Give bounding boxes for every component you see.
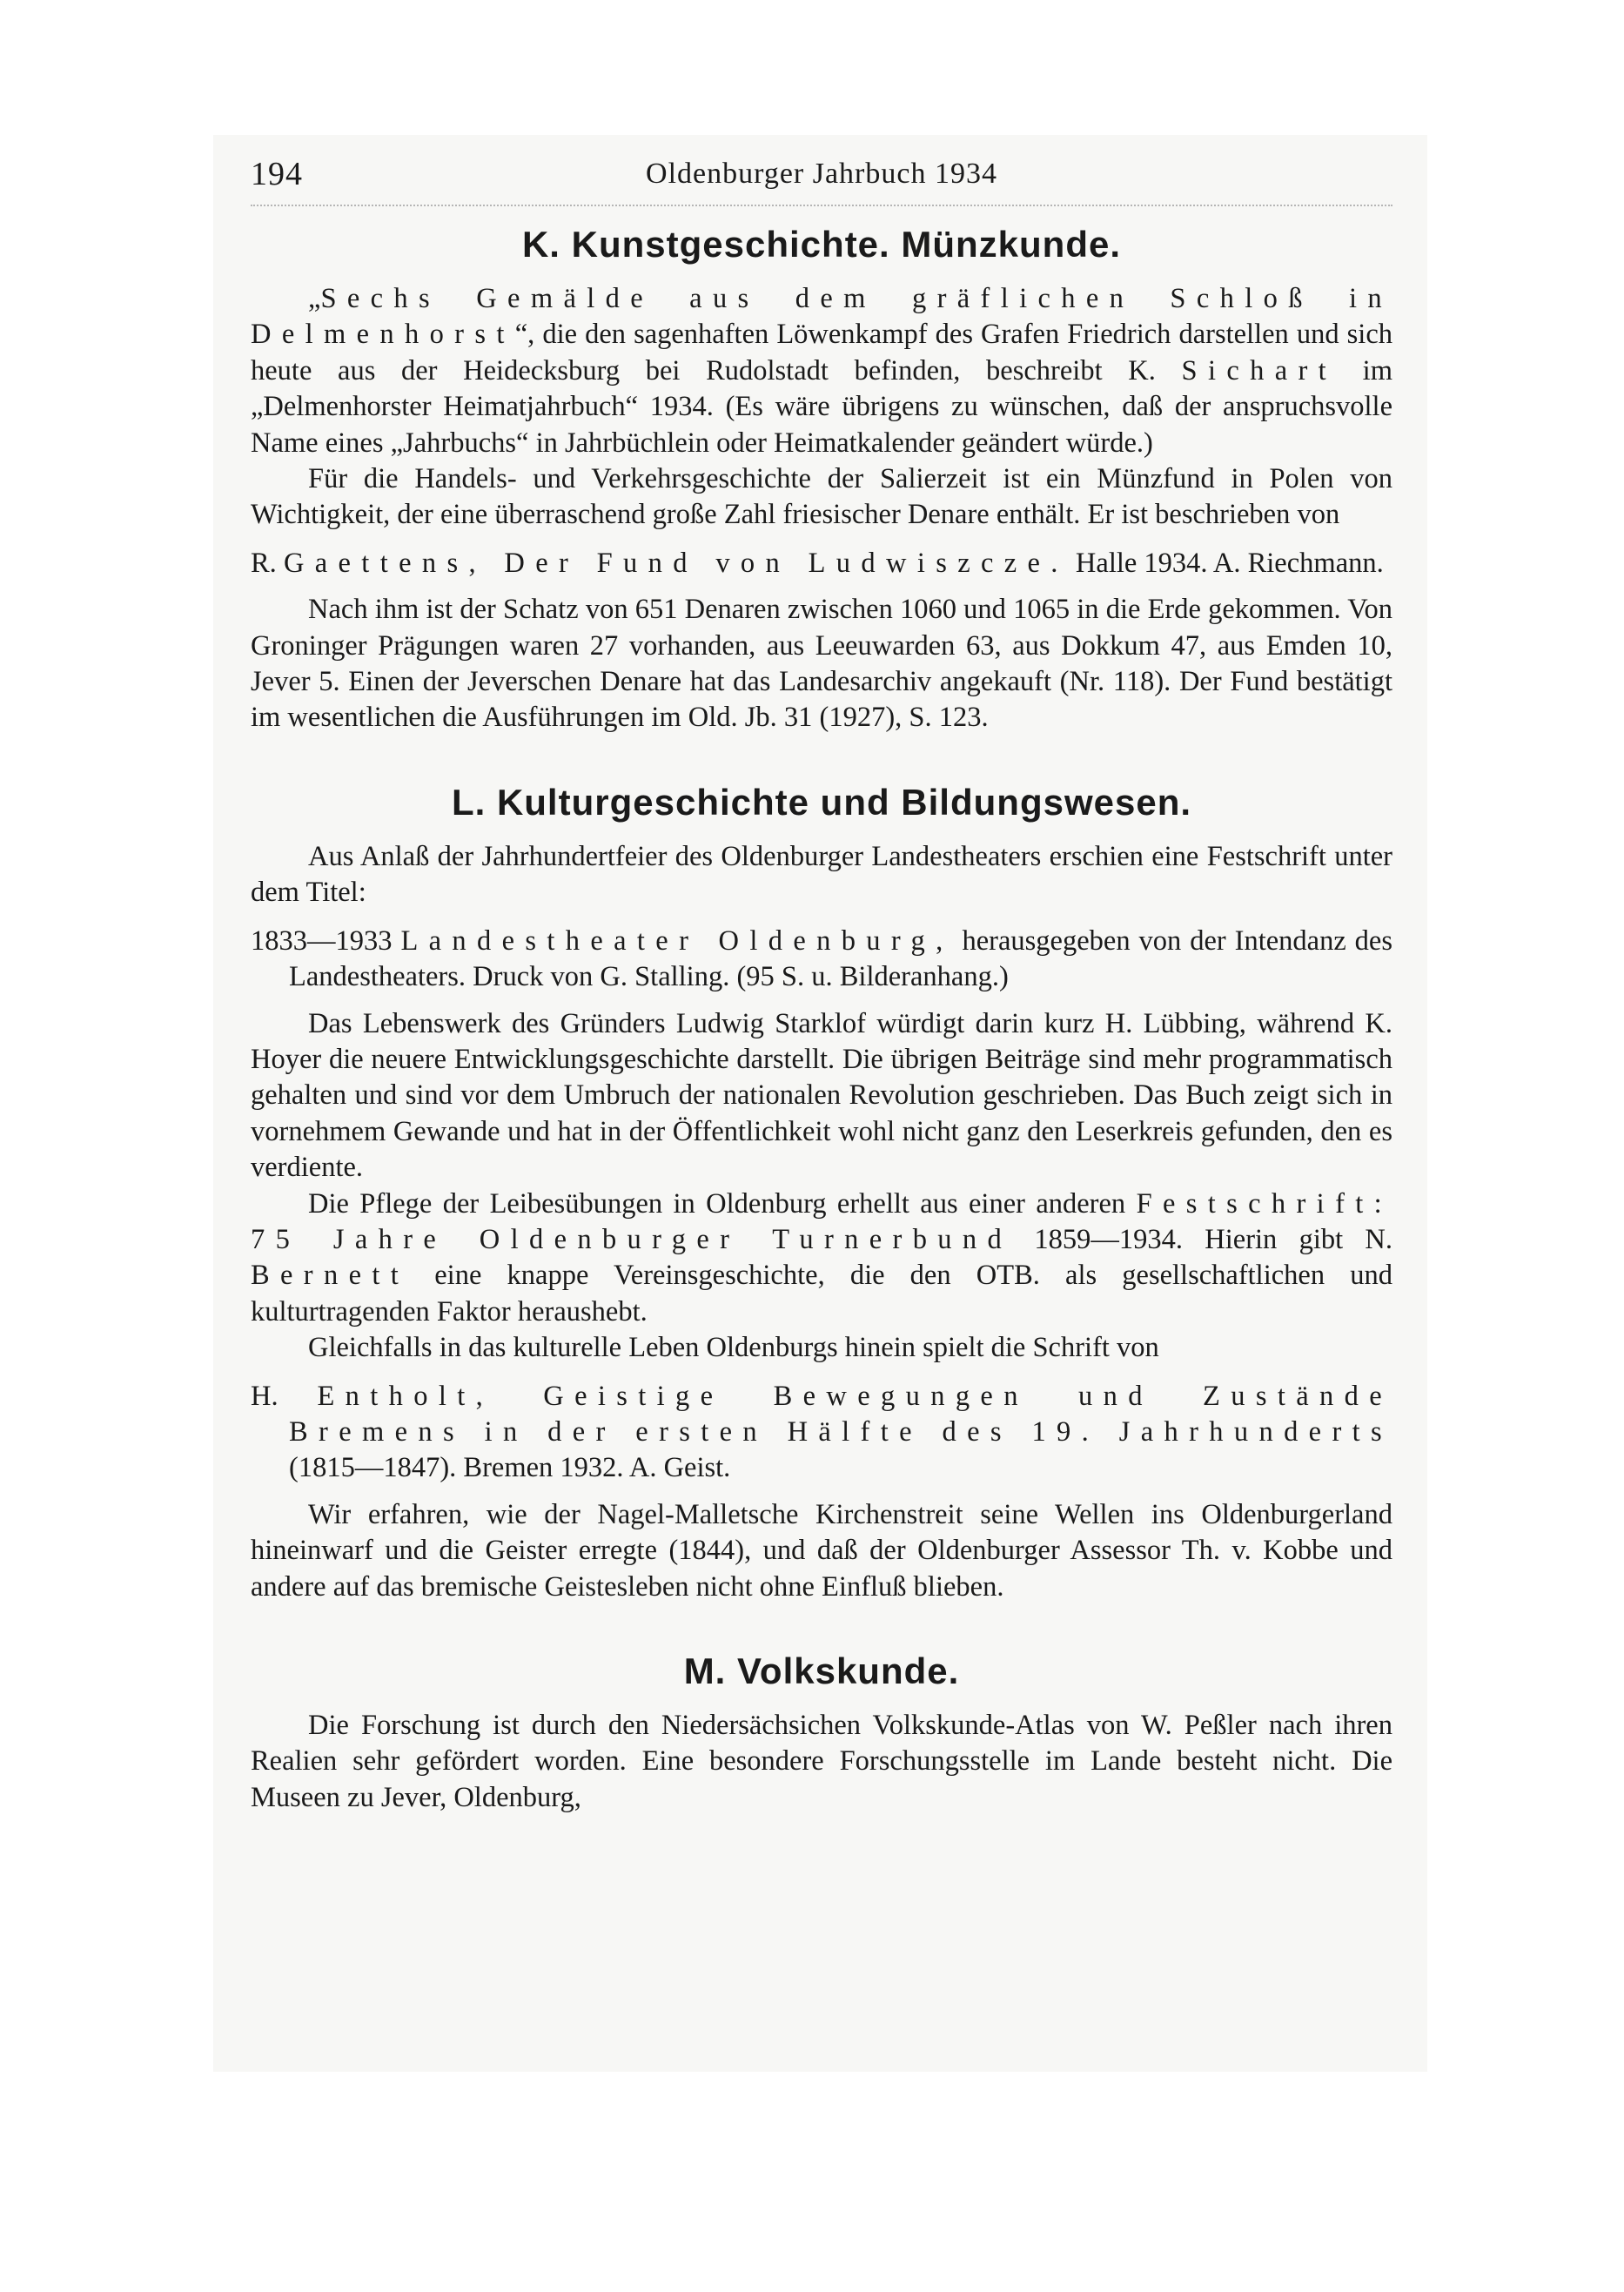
- text-run: 1833—1933: [251, 924, 401, 957]
- paragraph-m1: Die Forschung ist durch den Niedersächsichen Volkskunde-Atlas von W. Peßler nach ihren Realien sehr gefördert worden. Eine besondere Forschungsstelle im Lande besteht nicht. Die Museen zu Jever, Oldenburg,: [251, 1710, 1392, 1813]
- section-title-m: M. Volkskunde.: [683, 1650, 960, 1691]
- page-number: 194: [251, 156, 303, 192]
- running-head: [251, 152, 1392, 206]
- spacer: [251, 1605, 1392, 1640]
- section-title-l: L. Kulturgeschichte und Bildungswesen.: [451, 781, 1192, 823]
- paragraph-k3: Nach ihm ist der Schatz von 651 Denaren zwischen 1060 und 1065 in die Erde gekommen. Von Groninger Prägungen waren 27 vorhanden, aus Leeuwarden 63, aus Dokkum 47, aus Emden 10, Jever 5. Einen der Jeverschen Denare hat das Landesarchiv angekauft (Nr. 118). Der Fund bestätigt im wesentlichen die Ausführungen im Old. Jb. 31 (1927), S. 123.: [251, 594, 1392, 734]
- text-run: eine knappe Vereinsgeschichte, die den OTB. als gesellschaftlichen und kulturtragenden Faktor heraushebt.: [251, 1260, 1392, 1327]
- text-run: herausgegeben von der Intendanz des Landestheaters. Druck von G. Stalling. (95 S. u. Bilderanhang.): [289, 924, 1392, 993]
- festschrift-title: Festschrift: 75 Jahre Oldenburger Turnerbund: [251, 1187, 1392, 1255]
- text-run: im „Delmenhorster Heimatjahrbuch“ 1934. (Es wäre übrigens zu wünschen, daß der anspruchsvolle Name eines „Jahrbuchs“ in Jahrbüchlein oder Heimatkalender geändert würde.): [251, 354, 1392, 459]
- paragraph-l3: [251, 1186, 1392, 1331]
- paragraph-l1: Aus Anlaß der Jahrhundertfeier des Oldenburger Landestheaters erschien eine Festschrift unter dem Titel:: [251, 840, 1392, 909]
- text-column: [251, 152, 1392, 1816]
- spacer: [251, 736, 1392, 771]
- text-run: “, die den sagenhaften Löwenkampf des Grafen Friedrich darstellen und sich heute aus der Heidecksburg bei Rudolstadt befinden, beschreibt K.: [251, 319, 1392, 386]
- paragraph-l4: Gleichfalls in das kulturelle Leben Oldenburgs hinein spielt die Schrift von: [308, 1332, 1159, 1364]
- text-run: 1859—1934. Hierin gibt N.: [1012, 1223, 1392, 1255]
- text-run: R.: [251, 547, 284, 579]
- paragraph-l2: Das Lebenswerk des Gründers Ludwig Starklof würdigt darin kurz H. Lübbing, während K. Hoyer die neuere Entwicklungsgeschichte darstellt. Die übrigen Beiträge sind mehr programmatisch gehalten und sind vor dem Umbruch der nationalen Revolution geschrieben. Das Buch zeigt sich in vornehmem Gewande und hat in der Öffentlichkeit wohl nicht ganz den Leserkreis gefunden, den es verdiente.: [251, 1007, 1392, 1184]
- author-name: Sichart: [1181, 354, 1338, 386]
- author-name: Bernett: [251, 1260, 410, 1292]
- reference-title: Landestheater Oldenburg,: [400, 924, 954, 957]
- paragraph-l5: Wir erfahren, wie der Nagel-Malletsche Kirchenstreit seine Wellen ins Oldenburgerland hineinwarf und die Geister erregte (1844), und daß der Oldenburger Assessor Th. v. Kobbe und andere auf das bremische Geistesleben nicht ohne Einfluß blieben.: [251, 1498, 1392, 1603]
- text-run: H.: [251, 1380, 318, 1412]
- text-run: Die Pflege der Leibesübungen in Oldenburg erhellt aus einer anderen: [308, 1187, 1137, 1220]
- text-run: (1815—1847). Bremen 1932. A. Geist.: [289, 1452, 731, 1484]
- section-title-k: K. Kunstgeschichte. Münzkunde.: [521, 224, 1122, 265]
- paragraph-k1: [251, 281, 1392, 461]
- paragraph-k2: Für die Handels- und Verkehrsgeschichte der Salierzeit ist ein Münzfund in Polen von Wichtigkeit, der eine überraschend große Zahl friesischer Denare enthält. Er ist beschrieben von: [251, 463, 1392, 531]
- spaced-title: Sechs Gemälde aus dem gräflichen Schloß in Delmenhorst: [251, 283, 1392, 351]
- journal-title: Oldenburger Jahrbuch 1934: [646, 158, 997, 190]
- text-run: Halle 1934. A. Riechmann.: [1068, 547, 1384, 579]
- reference-l1: [251, 924, 1392, 996]
- reference-l2: [251, 1379, 1392, 1487]
- text-run: „: [308, 283, 321, 314]
- reference-k: [251, 546, 1392, 581]
- reference-title: Gaettens, Der Fund von Ludwiszcze.: [283, 547, 1069, 579]
- reference-title: Entholt, Geistige Bewegungen und Zustände Bremens in der ersten Hälfte des 19. Jahrhunderts: [289, 1380, 1392, 1448]
